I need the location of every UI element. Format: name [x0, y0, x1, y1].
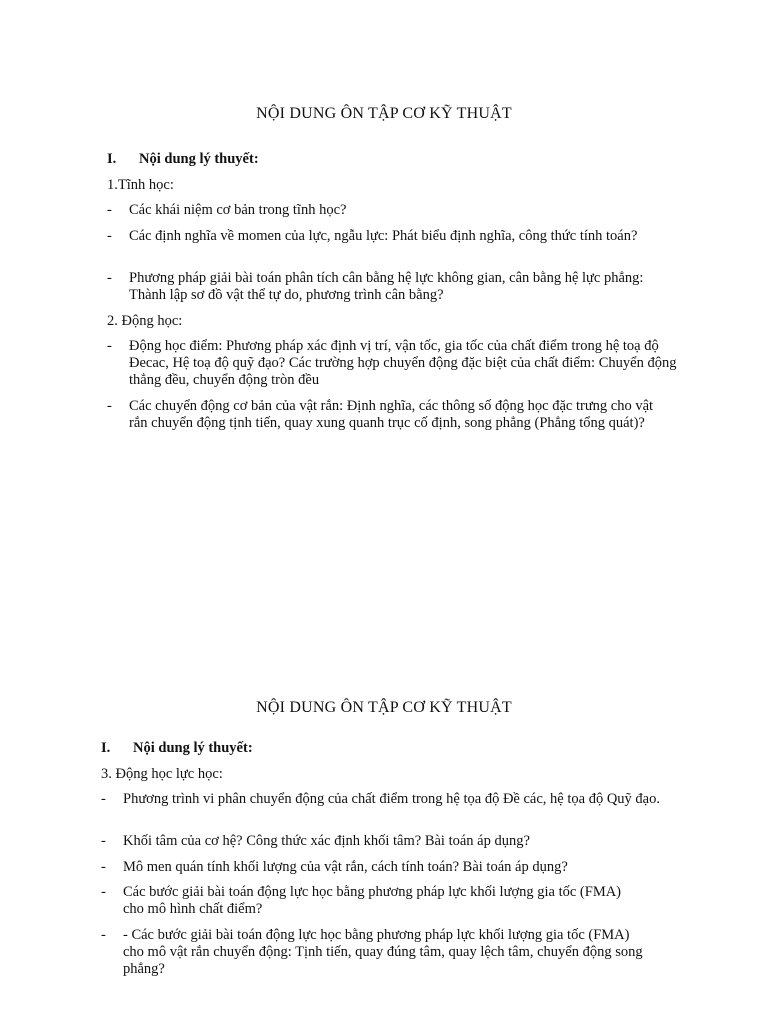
bullet-dash: - [107, 270, 112, 286]
bullet-dash: - [107, 228, 112, 244]
section-heading [107, 151, 259, 168]
list-item-text: - Các bước giải bài toán động lực học bằng phương pháp lực khối lượng gia tốc (FMA) cho mô vật rắn chuyển động: Tịnh tiến, quay đúng tâm, quay lệch tâm, chuyển động song phẳng? [123, 927, 643, 977]
list-item [107, 398, 672, 432]
bullet-dash: - [101, 927, 106, 943]
list-item [107, 338, 679, 389]
group-label-dong-hoc: 2. Động học: [107, 313, 183, 329]
list-item-text: Các bước giải bài toán động lực học bằng phương pháp lực khối lượng gia tốc (FMA) cho mô hình chất điểm? [123, 884, 622, 917]
list-item [101, 859, 676, 876]
bullet-dash: - [107, 398, 112, 414]
bullet-dash: - [101, 884, 106, 900]
group-label-dong-luc-hoc: 3. Động học lực học: [101, 766, 223, 782]
page-title: NỘI DUNG ÔN TẬP CƠ KỸ THUẬT [256, 105, 512, 122]
list-item [107, 228, 677, 245]
list-item-text: Các khái niệm cơ bản trong tĩnh học? [129, 202, 347, 218]
list-item [101, 884, 636, 918]
list-item-text: Phương pháp giải bài toán phân tích cân bằng hệ lực không gian, cân bằng hệ lực phẳng: Thành lập sơ đồ vật thể tự do, phương trình cân bằng? [129, 270, 644, 303]
list-item-text: Khối tâm của cơ hệ? Công thức xác định khối tâm? Bài toán áp dụng? [123, 833, 530, 849]
list-item-text: Các chuyển động cơ bản của vật rắn: Định nghĩa, các thông số động học đặc trưng cho vật rắn chuyển động tịnh tiến, quay xung quanh trục cố định, song phẳng (Phẳng tổng quát)? [129, 398, 654, 431]
list-item [101, 791, 676, 808]
heading-number: I. [107, 151, 117, 167]
bullet-dash: - [101, 859, 106, 875]
group-label-tinh-hoc: 1.Tĩnh học: [107, 177, 174, 193]
list-item-text: Các định nghĩa về momen của lực, ngẫu lực: Phát biểu định nghĩa, công thức tính toán? [129, 228, 638, 244]
list-item [107, 202, 677, 219]
bullet-dash: - [107, 338, 112, 354]
list-item [101, 927, 646, 978]
list-item-text: Động học điểm: Phương pháp xác định vị trí, vận tốc, gia tốc của chất điểm trong hệ toạ độ Đecac, Hệ toạ độ quỹ đạo? Các trường hợp chuyển động đặc biệt của chất điểm: Chuyển động thẳng đều, chuyển động tròn đều [129, 338, 677, 388]
bullet-dash: - [101, 791, 106, 807]
list-item-text: Phương trình vi phân chuyển động của chất điểm trong hệ tọa độ Đề các, hệ tọa độ Quỹ đạo. [123, 791, 660, 807]
bullet-dash: - [101, 833, 106, 849]
list-item [101, 833, 676, 850]
list-item [107, 270, 677, 304]
heading-number: I. [101, 740, 111, 756]
bullet-dash: - [107, 202, 112, 218]
page-title: NỘI DUNG ÔN TẬP CƠ KỸ THUẬT [256, 699, 512, 716]
section-heading [101, 740, 253, 757]
heading-text: Nội dung lý thuyết: [133, 740, 253, 756]
heading-text: Nội dung lý thuyết: [139, 151, 259, 167]
list-item-text: Mô men quán tính khối lượng của vật rắn, cách tính toán? Bài toán áp dụng? [123, 859, 568, 875]
